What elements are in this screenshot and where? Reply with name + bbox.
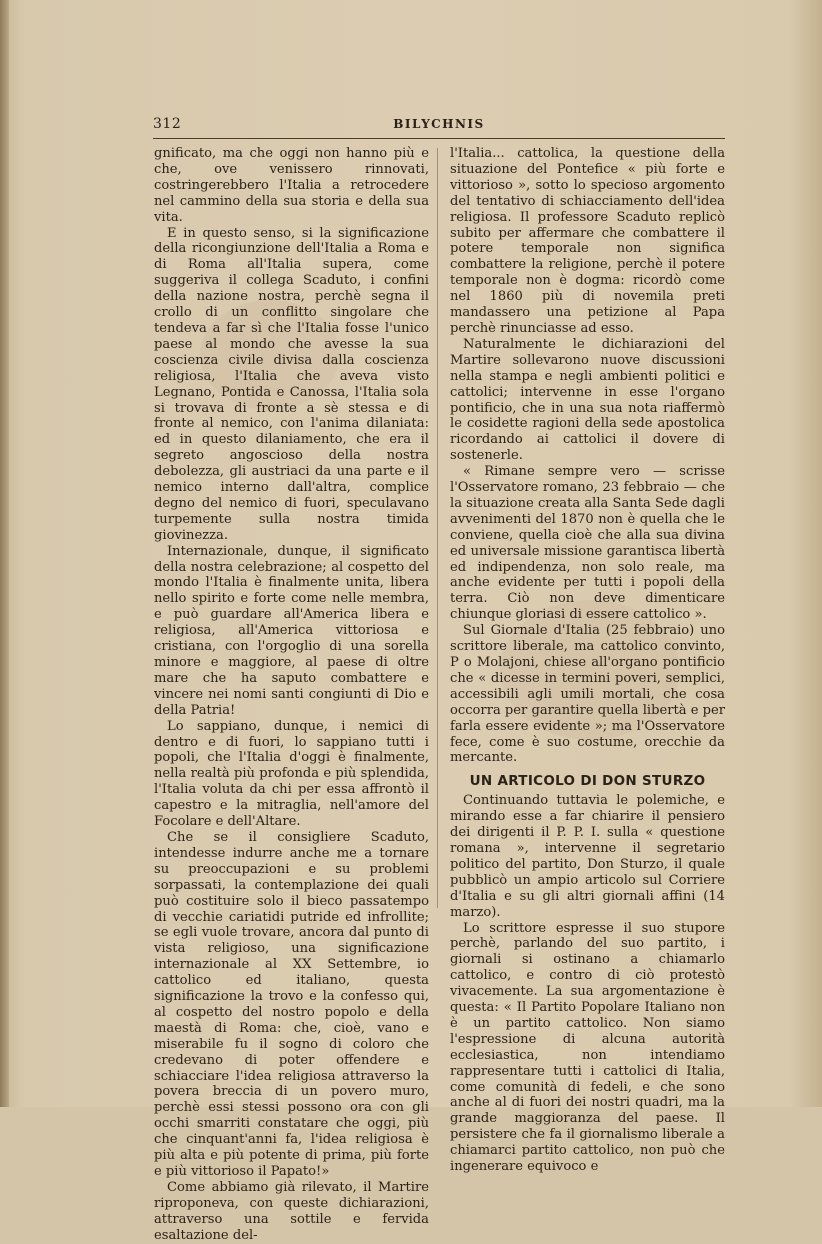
page-header — [153, 116, 725, 139]
paragraph: l'Italia... cattolica, la questione della situazione del Pontefice « più forte e vittorioso », sotto lo specioso argomento del tentativo di schiacciamento dell'idea religiosa. Il professore Scaduto replicò subito per affermare che combattere il potere temporale non significa combattere la religione, perchè il potere temporale non è dogma: ricordò come nel 1860 più di novemila preti mandassero una petizione al Papa perchè rinunciasse ad esso. — [450, 146, 725, 336]
paragraph: Che se il consigliere Scaduto, intendesse indurre anche me a tornare su preoccupazioni e su problemi sorpassati, la contemplazione dei quali può costituire solo il bieco passatempo di vecchie cariatidi putride ed infrollite; se egli vuole trovare, ancora dal punto di vista religioso, una significazione internazionale al XX Settembre, io cattolico ed italiano, questa significazione la trovo e la confesso qui, al cospetto del nostro popolo e della maestà di Roma: che, cioè, vano e miserabile fu il sogno di coloro che credevano di poter offendere e schiacciare l'idea religiosa attraverso la povera breccia di un povero muro, perchè essi stessi possono ora con gli occhi smarriti constatare che oggi, più che cinquant'anni fa, l'idea religiosa è più alta e più potente di prima, più forte e più vittorioso il Papato!» — [154, 829, 429, 1179]
binding-edge — [0, 0, 9, 1107]
section-heading: UN ARTICOLO DI DON STURZO — [469, 773, 706, 790]
left-column — [154, 146, 429, 1244]
page-number: 312 — [153, 116, 182, 132]
paragraph: Come abbiamo già rilevato, il Martire riproponeva, con queste dichiarazioni, attraverso una sottile e fervida esaltazione del- — [154, 1179, 429, 1243]
paragraph: Sul Giornale d'Italia (25 febbraio) uno scrittore liberale, ma cattolico convinto, P o Molajoni, chiese all'organo pontificio che « dicesse in termini poveri, semplici, accessibili agli umili mortali, che cosa occorra per garantire quella libertà e per farla essere evidente »; ma l'Osservatore fece, come è suo costume, orecchie da mercante. — [450, 623, 725, 766]
right-column — [450, 146, 725, 1175]
paragraph: gnificato, ma che oggi non hanno più e che, ove venissero rinnovati, costringerebbero l'Italia a retrocedere nel cammino della sua storia e della sua vita. — [154, 146, 429, 225]
paragraph: Continuando tuttavia le polemiche, e mirando esse a far chiarire il pensiero dei dirigenti il P. P. I. sulla « questione romana », intervenne il segretario politico del partito, Don Sturzo, il quale pubblicò un ampio articolo sul Corriere d'Italia e su gli altri giornali affini (14 marzo). — [450, 793, 725, 920]
paragraph: « Rimane sempre vero — scrisse l'Osservatore romano, 23 febbraio — che la situazione creata alla Santa Sede dagli avvenimenti del 1870 non è quella che le conviene, quella cioè che alla sua divina ed universale missione garantisca libertà ed indipendenza, non solo reale, ma anche evidente per tutti i popoli della terra. Ciò non deve dimenticare chiunque gloriasi di essere cattolico ». — [450, 464, 725, 623]
paragraph: Internazionale, dunque, il significato della nostra celebrazione; al cospetto del mondo l'Italia è finalmente unita, libera nello spirito e forte come nelle membra, e può guardare all'America libera e religiosa, all'America vittoriosa e cristiana, con l'orgoglio di una sorella minore e maggiore, al paese di oltre mare che ha saputo combattere e vincere nei nomi santi congiunti di Dio e della Patria! — [154, 543, 429, 718]
paragraph: Lo scrittore espresse il suo stupore perchè, parlando del suo partito, i giornali si ostinano a chiamarlo cattolico, e contro di ciò protestò vivacemente. La sua argomentazione è questa: « Il Partito Popolare Italiano non è un partito cattolico. Non siamo l'espressione di alcuna autorità ecclesiastica, non intendiamo rappresentare tutti i cattolici di Italia, come comunità di fedeli, e che sono anche al di fuori dei nostri quadri, ma la grande maggioranza del paese. Il persistere che fa il giornalismo liberale a chiamarci partito cattolico, non può che ingenerare equivoco e — [450, 920, 725, 1175]
paragraph: Lo sappiano, dunque, i nemici di dentro e di fuori, lo sappiano tutti i popoli, che l'Italia d'oggi è finalmente, nella realtà più profonda e più splendida, l'Italia voluta da chi per essa affrontò il capestro e la mitraglia, nell'amore del Focolare e dell'Altare. — [154, 718, 429, 830]
paragraph: Naturalmente le dichiarazioni del Martire sollevarono nuove discussioni nella stampa e negli ambienti politici e cattolici; intervenne in esse l'organo pontificio, che in una sua nota riaffermò le cosidette ragioni della sede apostolica ricordando ai cattolici il dovere di sostenerle. — [450, 336, 725, 464]
running-title: BILYCHNIS — [393, 117, 485, 131]
paragraph: E in questo senso, si la significazione della ricongiunzione dell'Italia a Roma e di Roma all'Italia supera, come suggeriva il collega Scaduto, i confini della nazione nostra, perchè segna il crollo di un conflitto singolare che tendeva a far sì che l'Italia fosse l'unico paese al mondo che avesse la sua coscienza civile divisa dalla coscienza religiosa, l'Italia che aveva visto Legnano, Pontida e Canossa, l'Italia sola si trovava di fronte a sè stessa e di fronte al nemico, con l'anima dilaniata: ed in questo dilaniamento, che era il segreto angoscioso della nostra debolezza, gli austriaci da una parte e il nemico interno dall'altra, complice degno del nemico di fuori, speculavano turpemente sulla nostra timida giovinezza. — [154, 225, 429, 543]
column-divider — [437, 148, 438, 908]
